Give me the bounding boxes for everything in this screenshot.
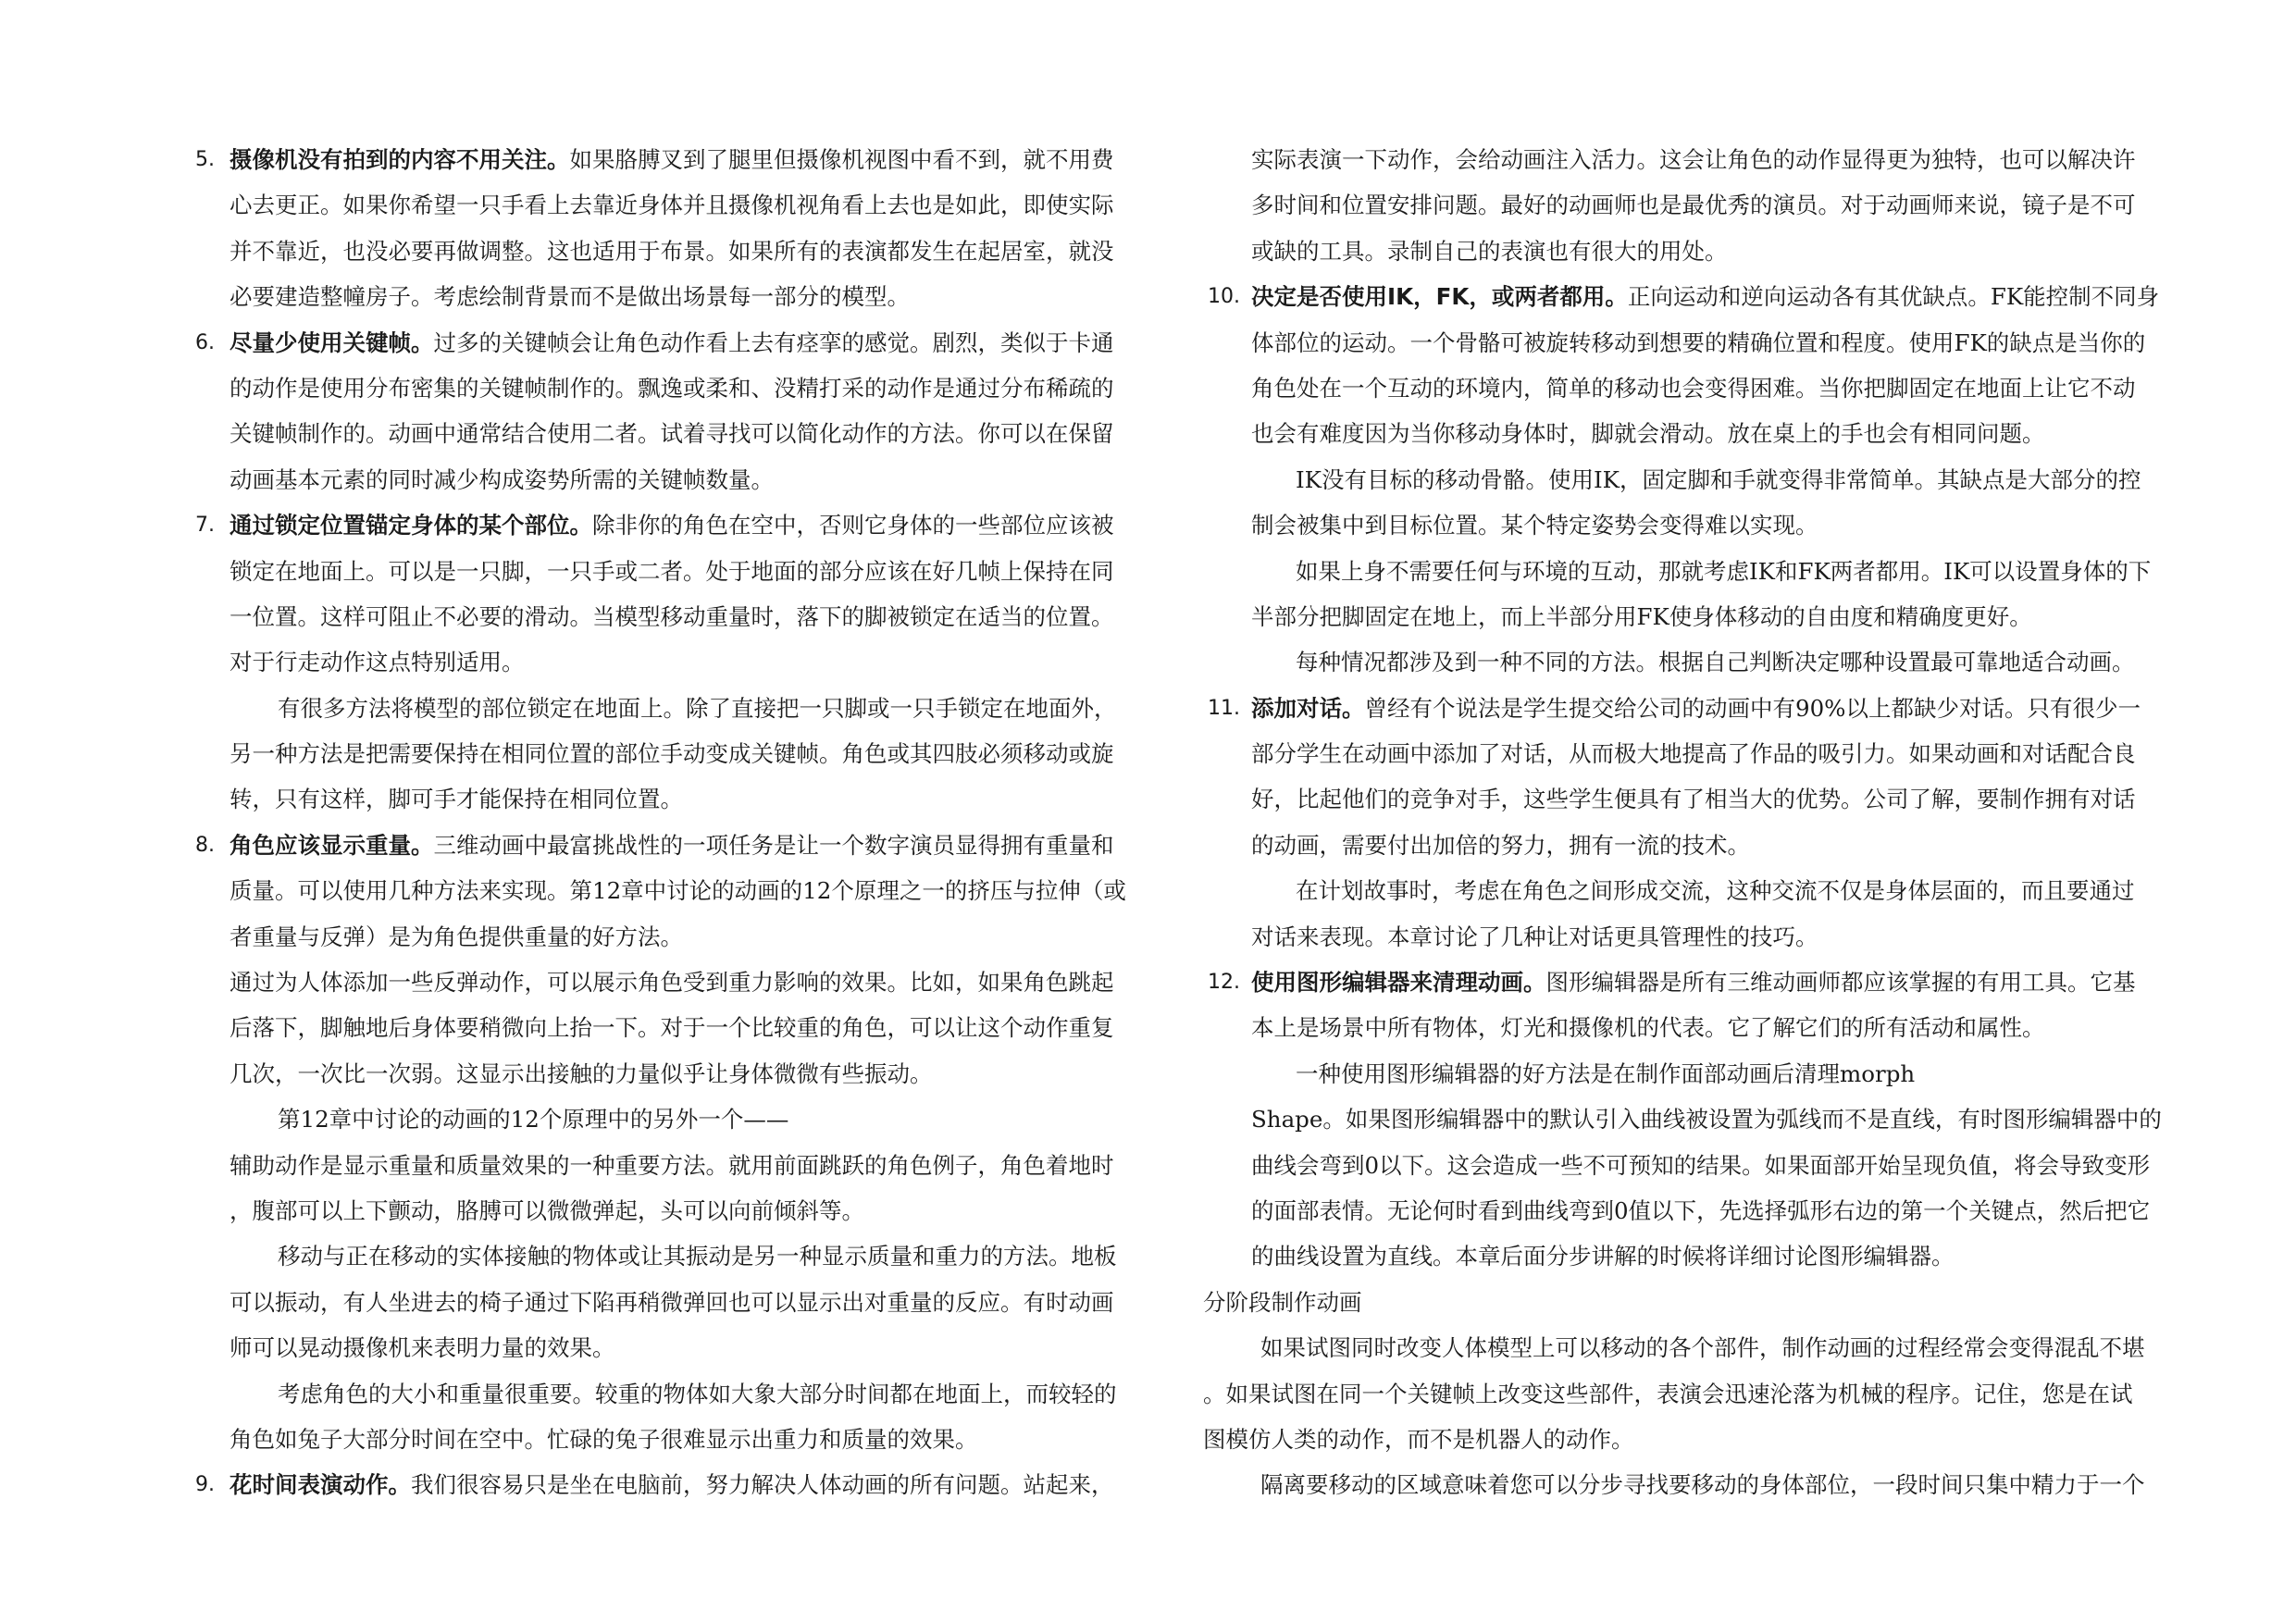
item-heading: 摄像机没有拍到的内容不用关注。 (230, 146, 570, 173)
line-text: 每种情况都涉及到一种不同的方法。根据自己判断决定哪种设置最可靠地适合动画。 (1296, 649, 2135, 676)
text-line (1203, 1325, 2166, 1370)
line-text: 本上是场景中所有物体，灯光和摄像机的代表。它了解它们的所有活动和属性。 (1251, 1014, 2045, 1042)
text-line (181, 457, 1144, 502)
line-text: 如果胳膊叉到了腿里但摄像机视图中看不到，就不用费 (569, 146, 1114, 173)
text-line (1203, 1462, 2166, 1507)
text-line (1203, 594, 2166, 639)
text-line (181, 1417, 1144, 1462)
text-line (181, 823, 1144, 868)
item-heading: 通过锁定位置锚定身体的某个部位。 (230, 512, 592, 539)
line-text: 图模仿人类的动作，而不是机器人的动作。 (1203, 1425, 1634, 1453)
text-line (181, 549, 1144, 594)
line-text: 师可以晃动摄像机来表明力量的效果。 (230, 1334, 615, 1362)
text-line (181, 914, 1144, 960)
line-text: 对话来表现。本章讨论了几种让对话更具管理性的技巧。 (1251, 923, 1818, 950)
right-column (1203, 137, 2166, 1508)
line-text: 除非你的角色在空中，否则它身体的一些部位应该被 (592, 512, 1114, 539)
line-text: 角色如兔子大部分时间在空中。忙碌的兔子很难显示出重力和质量的效果。 (230, 1425, 978, 1453)
text-line (181, 594, 1144, 639)
item-heading: 使用图形编辑器来清理动画。 (1251, 969, 1546, 997)
line-text: 体部位的运动。一个骨骼可被旋转移动到想要的精确位置和程度。使用FK的缺点是当你的 (1251, 328, 2146, 356)
text-line (181, 639, 1144, 685)
line-text: 的面部表情。无论何时看到曲线弯到0值以下，先选择弧形右边的第一个关键点，然后把它 (1251, 1196, 2151, 1224)
text-line (181, 731, 1144, 776)
line-text: 正向运动和逆向运动各有其优缺点。FK能控制不同身 (1627, 283, 2160, 311)
line-text: 者重量与反弹）是为角色提供重量的好方法。 (230, 923, 683, 950)
line-text: 可以振动，有人坐进去的椅子通过下陷再稍微弹回也可以显示出对重量的反应。有时动画 (230, 1288, 1114, 1316)
line-text: 并不靠近，也没必要再做调整。这也适用于布景。如果所有的表演都发生在起居室，就没 (230, 237, 1114, 265)
line-text: 角色处在一个互动的环境内，简单的移动也会变得困难。当你把脚固定在地面上让它不动 (1251, 374, 2136, 402)
line-text: 后落下，脚触地后身体要稍微向上抬一下。对于一个比较重的角色，可以让这个动作重复 (230, 1014, 1114, 1042)
line-text: 曾经有个说法是学生提交给公司的动画中有90%以上都缺少对话。只有很少一 (1364, 694, 2141, 722)
line-text: 过多的关键帧会让角色动作看上去有痉挛的感觉。剧烈，类似于卡通 (433, 328, 1114, 356)
left-column (181, 137, 1144, 1508)
line-text: 隔离要移动的区域意味着您可以分步寻找要移动的身体部位，一段时间只集中精力于一个 (1260, 1471, 2145, 1499)
text-line (181, 1005, 1144, 1050)
item-heading: 花时间表演动作。 (230, 1471, 411, 1499)
line-text: 考虑角色的大小和重量很重要。较重的物体如大象大部分时间都在地面上，而较轻的 (278, 1380, 1117, 1407)
text-line (1203, 411, 2166, 456)
text-line (181, 229, 1144, 274)
line-text: 在计划故事时，考虑在角色之间形成交流，这种交流不仅是身体层面的，而且要通过 (1296, 877, 2135, 905)
text-line (1203, 549, 2166, 594)
line-text: 的动作是使用分布密集的关键帧制作的。飘逸或柔和、没精打采的动作是通过分布稀疏的 (230, 374, 1114, 402)
line-text: 动画基本元素的同时减少构成姿势所需的关键帧数量。 (230, 465, 774, 493)
text-line (181, 960, 1144, 1005)
line-text: 好，比起他们的竞争对手，这些学生便具有了相当大的优势。公司了解，要制作拥有对话 (1251, 786, 2136, 813)
text-line (181, 274, 1144, 319)
text-line (1203, 274, 2166, 319)
line-text: 第12章中讨论的动画的12个原理中的另外一个—— (278, 1106, 789, 1134)
text-line (181, 1143, 1144, 1188)
text-line (1203, 1143, 2166, 1188)
line-text: IK没有目标的移动骨骼。使用IK，固定脚和手就变得非常简单。其缺点是大部分的控 (1296, 465, 2141, 493)
text-line (1203, 1371, 2166, 1417)
text-line (1203, 823, 2166, 868)
line-text: 锁定在地面上。可以是一只脚，一只手或二者。处于地面的部分应该在好几帧上保持在同 (230, 557, 1114, 585)
line-text: 一种使用图形编辑器的好方法是在制作面部动画后清理morph (1296, 1059, 1916, 1087)
text-line (1203, 182, 2166, 228)
line-text: 制会被集中到目标位置。某个特定姿势会变得难以实现。 (1251, 512, 1818, 539)
text-line (181, 1325, 1144, 1370)
line-text: 一位置。这样可阻止不必要的滑动。当模型移动重量时，落下的脚被锁定在适当的位置。 (230, 602, 1114, 630)
line-text: 三维动画中最富挑战性的一项任务是让一个数字演员显得拥有重量和 (433, 831, 1114, 859)
line-text: 如果上身不需要任何与环境的互动，那就考虑IK和FK两者都用。IK可以设置身体的下 (1296, 557, 2152, 585)
text-line (181, 686, 1144, 731)
line-text: 的曲线设置为直线。本章后面分步讲解的时候将详细讨论图形编辑器。 (1251, 1243, 1955, 1270)
line-text: 对于行走动作这点特别适用。 (230, 649, 525, 676)
text-line (1203, 457, 2166, 502)
text-line (181, 137, 1144, 182)
line-text: 关键帧制作的。动画中通常结合使用二者。试着寻找可以简化动作的方法。你可以在保留 (230, 420, 1114, 448)
text-line (1203, 365, 2166, 411)
text-line (181, 1462, 1144, 1507)
line-text: 质量。可以使用几种方法来实现。第12章中讨论的动画的12个原理之一的挤压与拉伸（或 (230, 877, 1126, 905)
line-text: 通过为人体添加一些反弹动作，可以展示角色受到重力影响的效果。比如，如果角色跳起 (230, 969, 1114, 997)
item-heading: 角色应该显示重量。 (230, 831, 434, 859)
text-line (1203, 1096, 2166, 1142)
text-line (1203, 320, 2166, 365)
line-text: 的动画，需要付出加倍的努力，拥有一流的技术。 (1251, 831, 1750, 859)
list-number: 5. (195, 148, 215, 171)
text-line (1203, 639, 2166, 685)
text-line (1203, 776, 2166, 822)
text-line (1203, 1280, 2166, 1325)
text-line (1203, 1005, 2166, 1050)
line-text: 几次，一次比一次弱。这显示出接触的力量似乎让身体微微有些振动。 (230, 1059, 933, 1087)
text-line (1203, 1188, 2166, 1233)
text-line (1203, 868, 2166, 913)
text-line (181, 182, 1144, 228)
text-line (181, 320, 1144, 365)
line-text: 移动与正在移动的实体接触的物体或让其振动是另一种显示质量和重力的方法。地板 (278, 1243, 1117, 1270)
line-text: 或缺的工具。录制自己的表演也有很大的用处。 (1251, 237, 1728, 265)
text-line (1203, 1051, 2166, 1096)
item-heading: 尽量少使用关键帧。 (230, 328, 434, 356)
text-line (181, 868, 1144, 913)
text-line (181, 1096, 1144, 1142)
text-line (1203, 502, 2166, 548)
text-line (1203, 914, 2166, 960)
text-line (1203, 960, 2166, 1005)
line-text: ，腹部可以上下颤动，胳膊可以微微弹起，头可以向前倾斜等。 (230, 1196, 864, 1224)
text-line (181, 1051, 1144, 1096)
list-number: 6. (195, 330, 215, 354)
text-line (1203, 137, 2166, 182)
line-text: 如果试图同时改变人体模型上可以移动的各个部件，制作动画的过程经常会变得混乱不堪 (1260, 1334, 2145, 1362)
list-number: 9. (195, 1473, 215, 1497)
text-line (1203, 229, 2166, 274)
line-text: 转，只有这样，脚可手才能保持在相同位置。 (230, 786, 683, 813)
text-line (1203, 1417, 2166, 1462)
line-text: 部分学生在动画中添加了对话，从而极大地提高了作品的吸引力。如果动画和对话配合良 (1251, 740, 2136, 768)
text-line (181, 1188, 1144, 1233)
text-line (181, 1371, 1144, 1417)
line-text: 曲线会弯到0以下。这会造成一些不可预知的结果。如果面部开始呈现负值，将会导致变形 (1251, 1151, 2151, 1179)
line-text: Shape。如果图形编辑器中的默认引入曲线被设置为弧线而不是直线，有时图形编辑器中的 (1251, 1106, 2162, 1134)
text-line (1203, 686, 2166, 731)
line-text: 有很多方法将模型的部位锁定在地面上。除了直接把一只脚或一只手锁定在地面外， (278, 694, 1117, 722)
line-text: 分阶段制作动画 (1203, 1288, 1362, 1316)
line-text: 心去更正。如果你希望一只手看上去靠近身体并且摄像机视角看上去也是如此，即使实际 (230, 192, 1114, 219)
line-text: 半部分把脚固定在地上，而上半部分用FK使身体移动的自由度和精确度更好。 (1251, 602, 2032, 630)
item-heading: 添加对话。 (1251, 694, 1365, 722)
line-text: 多时间和位置安排问题。最好的动画师也是最优秀的演员。对于动画师来说，镜子是不可 (1251, 192, 2136, 219)
text-line (181, 1233, 1144, 1279)
text-line (1203, 1233, 2166, 1279)
line-text: 必要建造整幢房子。考虑绘制背景而不是做出场景每一部分的模型。 (230, 283, 910, 311)
list-number: 10. (1208, 285, 1240, 309)
list-number: 8. (195, 833, 215, 857)
line-text: 另一种方法是把需要保持在相同位置的部位手动变成关键帧。角色或其四肢必须移动或旋 (230, 740, 1114, 768)
text-line (181, 502, 1144, 548)
text-line (181, 365, 1144, 411)
list-number: 7. (195, 514, 215, 538)
text-line (181, 1280, 1144, 1325)
text-line (181, 411, 1144, 456)
line-text: 辅助动作是显示重量和质量效果的一种重要方法。就用前面跳跃的角色例子，角色着地时 (230, 1151, 1114, 1179)
line-text: 实际表演一下动作，会给动画注入活力。这会让角色的动作显得更为独特，也可以解决许 (1251, 146, 2136, 173)
line-text: 图形编辑器是所有三维动画师都应该掌握的有用工具。它基 (1545, 969, 2136, 997)
text-line (181, 776, 1144, 822)
text-line (1203, 731, 2166, 776)
list-number: 12. (1208, 971, 1240, 995)
line-text: 也会有难度因为当你移动身体时，脚就会滑动。放在桌上的手也会有相同问题。 (1251, 420, 2045, 448)
line-text: 。如果试图在同一个关键帧上改变这些部件，表演会迅速沦落为机械的程序。记住，您是在试 (1203, 1380, 2133, 1407)
list-number: 11. (1208, 696, 1240, 720)
line-text: 我们很容易只是坐在电脑前，努力解决人体动画的所有问题。站起来， (411, 1471, 1114, 1499)
item-heading: 决定是否使用IK，FK，或两者都用。 (1251, 283, 1628, 311)
